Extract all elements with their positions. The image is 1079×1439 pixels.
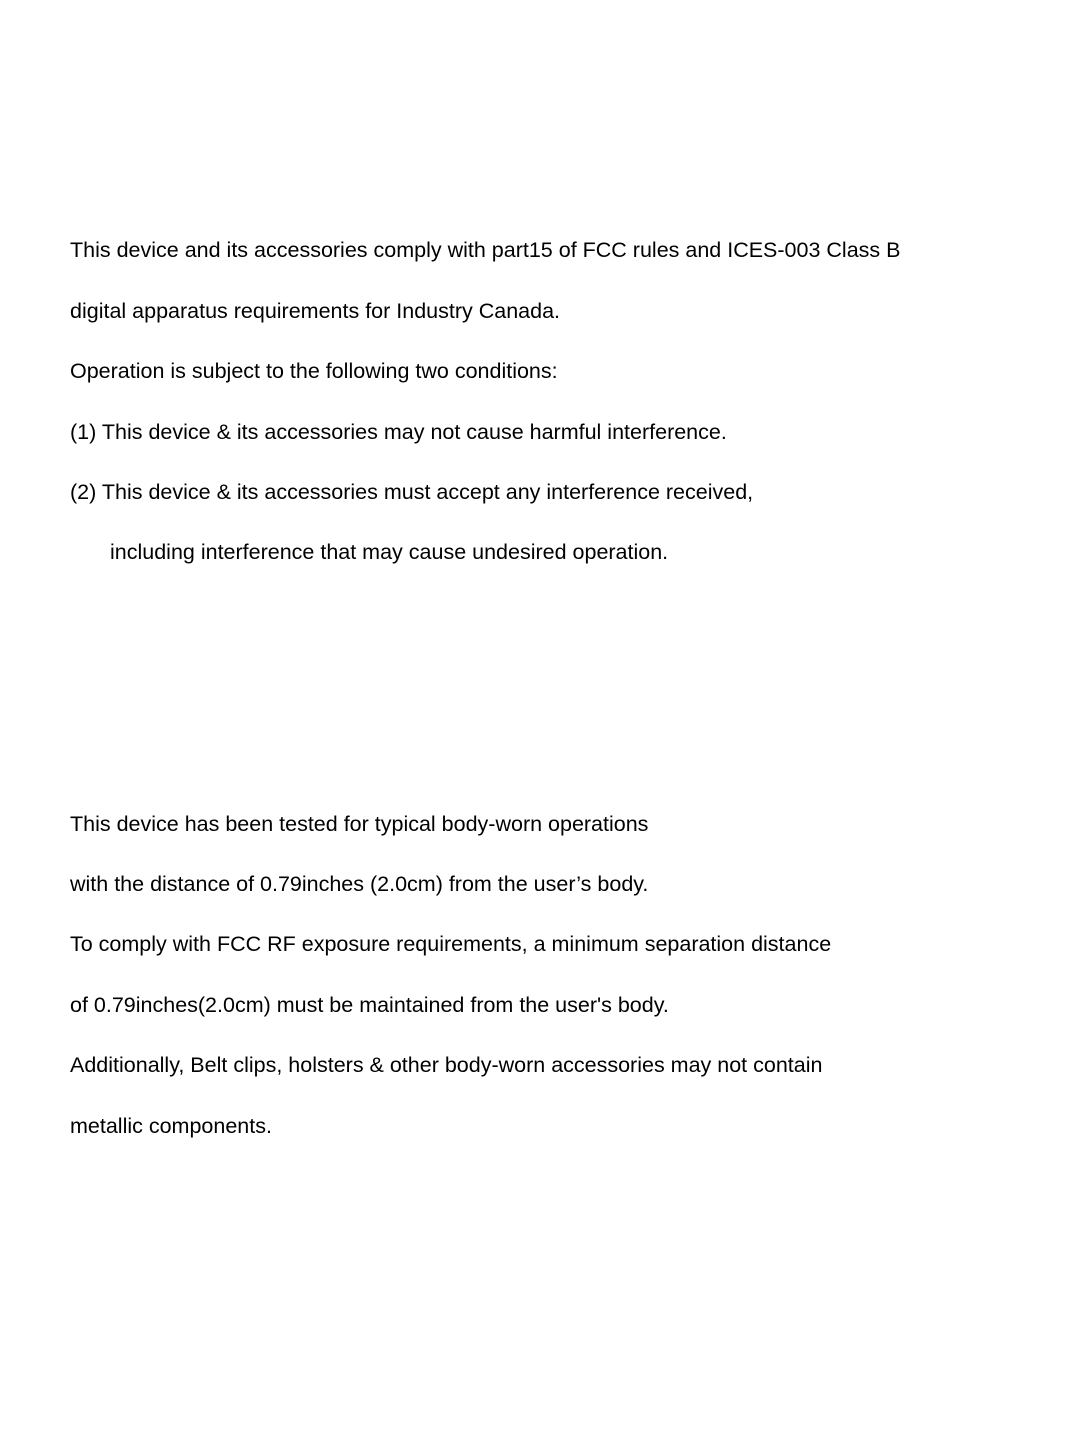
- rf-exposure-line: metallic components.: [70, 1114, 272, 1138]
- fcc-statement-line: Operation is subject to the following two conditions:: [70, 359, 558, 383]
- fcc-condition-2-continuation: including interference that may cause undesired operation.: [110, 540, 669, 564]
- fcc-statement-line: digital apparatus requirements for Industry Canada.: [70, 299, 560, 323]
- fcc-condition-1: (1) This device & its accessories may not cause harmful interference.: [70, 420, 727, 444]
- rf-exposure-line: Additionally, Belt clips, holsters & other body-worn accessories may not contain: [70, 1053, 823, 1077]
- fcc-statement-line: This device and its accessories comply with part15 of FCC rules and ICES-003 Class B: [70, 238, 901, 262]
- rf-exposure-line: with the distance of 0.79inches (2.0cm) from the user’s body.: [70, 872, 649, 896]
- fcc-condition-2: (2) This device & its accessories must accept any interference received,: [70, 480, 754, 504]
- rf-exposure-line: This device has been tested for typical body-worn operations: [70, 812, 649, 836]
- rf-exposure-line: of 0.79inches(2.0cm) must be maintained from the user's body.: [70, 993, 669, 1017]
- rf-exposure-line: To comply with FCC RF exposure requirements, a minimum separation distance: [70, 932, 832, 956]
